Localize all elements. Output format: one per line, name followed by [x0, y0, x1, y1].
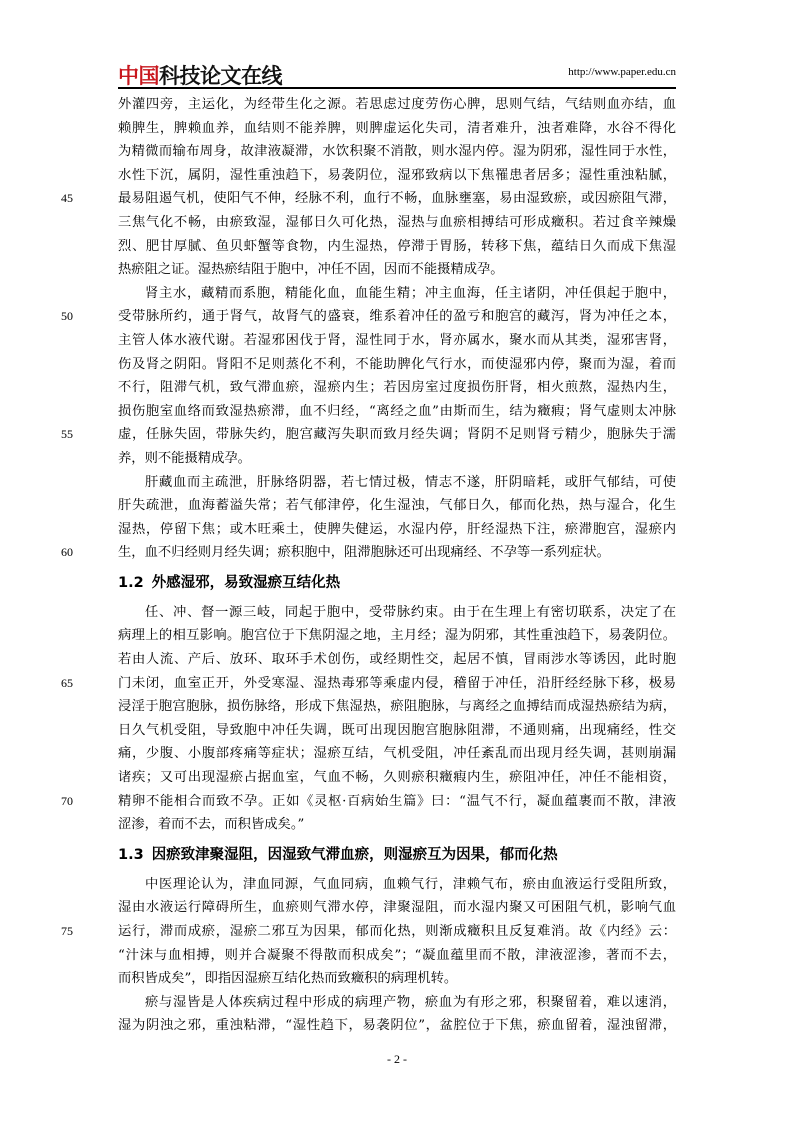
- line-text: 不行，阻滞气机，致气滞血瘀，湿瘀内生；若因房室过度损伤肝肾，相火煎熬，湿热内生，: [118, 380, 676, 396]
- text-line: [61, 672, 676, 696]
- text-line: [118, 471, 676, 495]
- text-line: [61, 541, 676, 565]
- text-line: [118, 967, 676, 991]
- line-text: 水性下沉，属阴，湿性重浊趋下，易袭阴位，湿邪致病以下焦罹患者居多；湿性重浊粘腻，: [118, 167, 676, 183]
- line-text: 诸疾；又可出现湿瘀占据血室，气血不畅，久则瘀积癥瘕内生，瘀阻冲任，冲任不能相资，: [118, 770, 676, 786]
- line-number: 75: [61, 924, 73, 938]
- text-line: [118, 1014, 676, 1038]
- text-line: [61, 790, 676, 814]
- text-line: [118, 376, 676, 400]
- text-line: [118, 494, 676, 518]
- line-text: 生，血不归经则月经失调；瘀积胞中，阻滞胞脉还可出现痛经、不孕等一系列症状。: [118, 545, 610, 561]
- text-line: [61, 305, 676, 329]
- text-line: [118, 648, 676, 672]
- line-text: 肝藏血而主疏泄，肝脉络阴器，若七情过极，情志不遂，肝阴暗耗，或肝气郁结，可使: [145, 474, 676, 490]
- text-line: [118, 624, 676, 648]
- header-url[interactable]: http://www.paper.edu.cn: [568, 66, 676, 78]
- line-text: 受带脉所约，通于肾气，故肾气的盛衰，维系着冲任的盈亏和胞宫的藏泻，肾为冲任之本，: [118, 309, 676, 325]
- text-line: [118, 93, 676, 117]
- line-text: 湿为阴浊之邪，重浊粘滞，“湿性趋下，易袭阴位”，盆腔位于下焦，瘀血留着，湿浊留滞，: [118, 1018, 676, 1034]
- section-title: 外感湿邪，易致湿瘀互结化热: [151, 574, 341, 591]
- line-text: 日久气机受阻，导致胞中冲任失调，既可出现因胞宫胞脉阻滞，不通则痛，出现痛经，性交: [118, 722, 676, 738]
- text-line: [118, 400, 676, 424]
- text-line: [118, 329, 676, 353]
- section-number: 1.2: [118, 574, 144, 591]
- line-text: 浸淫于胞宫胞脉，损伤脉络，形成下焦湿热，瘀阻胞脉，与离经之血搏结而成湿热瘀结为病，: [118, 699, 676, 715]
- page-header: [118, 58, 676, 86]
- line-text: 运行，滞而成瘀，湿瘀二邪互为因果，郁而化热，则渐成癥积且反复难消。故《内经》云：: [118, 924, 676, 939]
- line-text: “汁沫与血相搏，则并合凝聚不得散而积成矣”；“凝血蕴里而不散，津液涩渗，著而不去，: [118, 947, 676, 963]
- line-number: 70: [61, 793, 73, 808]
- line-number: 50: [61, 309, 73, 324]
- line-text: 最易阻遏气机，使阳气不伸，经脉不利，血行不畅，血脉壅塞，易由湿致瘀，或因瘀阻气滞，: [118, 191, 676, 207]
- line-text: 虚，任脉失固，带脉失约，胞宫藏泻失职而致月经失调；肾阴不足则肾亏精少，胞脉失于濡: [118, 427, 676, 443]
- text-line: [61, 423, 676, 447]
- text-line: [118, 258, 676, 282]
- text-line: [118, 719, 676, 743]
- line-text: 养，则不能摄精成孕。: [118, 450, 251, 466]
- text-line: [118, 211, 676, 235]
- line-text: 主管人体水液代谢。若湿邪困伐于肾，湿性同于水，肾亦属水，聚水而从其类，湿邪害肾，: [118, 332, 676, 348]
- text-line: [118, 813, 676, 837]
- text-line: [118, 235, 676, 259]
- text-line: [118, 695, 676, 719]
- text-line: [118, 164, 676, 188]
- line-text: 涩渗，着而不去，而积皆成矣。”: [118, 817, 305, 833]
- line-text: 精卵不能相合而致不孕。正如《灵枢·百病始生篇》曰：“温气不行，凝血蕴裹而不散，津液: [118, 793, 676, 809]
- line-number: 60: [61, 545, 73, 560]
- line-text: 三焦气化不畅，由瘀致湿，湿郁日久可化热，湿热与血瘀相搏结可形成癥积。若过食辛辣燥: [118, 214, 676, 230]
- line-text: 中医理论认为，津血同源，气血同病，血赖气行，津赖气布，瘀由血液运行受阻所致，: [145, 876, 676, 892]
- text-line: [118, 140, 676, 164]
- paper-body: [61, 93, 676, 1038]
- text-line: [118, 873, 676, 897]
- section-number: 1.3: [118, 846, 144, 863]
- line-text: 湿热，停留下焦；或木旺乘土，使脾失健运，水湿内停，肝经湿热下注，瘀滞胞宫，湿瘀内: [118, 521, 676, 537]
- text-line: [118, 601, 676, 625]
- text-line: [118, 766, 676, 790]
- text-line: [118, 447, 676, 471]
- journal-logo: [118, 60, 282, 90]
- line-text: 病理上的相互影响。胞宫位于下焦阴湿之地，主月经；湿为阴邪，其性重浊趋下，易袭阴位。: [118, 628, 676, 644]
- text-line: [118, 117, 676, 141]
- logo-text-red: 中国: [118, 64, 159, 88]
- text-line: [118, 353, 676, 377]
- line-text: 门未闭，血室正开，外受寒湿、湿热毒邪等乘虚内侵，稽留于冲任，沿肝经经脉下移，极易: [118, 675, 676, 691]
- line-text: 损伤胞室血络而致湿热瘀滞，血不归经，“离经之血”由斯而生，结为癥瘕；肾气虚则太冲脉: [118, 403, 676, 419]
- logo-text-dark: 科技论文在线: [159, 64, 282, 88]
- text-line: [118, 282, 676, 306]
- line-number: 55: [61, 427, 73, 442]
- text-line: [118, 518, 676, 542]
- line-text: 任、冲、督一源三岐，同起于胞中，受带脉约束。由于在生理上有密切联系，决定了在: [145, 604, 676, 620]
- text-line: [61, 187, 676, 211]
- line-text: 伤及肾之阴阳。肾阳不足则蒸化不利，不能助脾化气行水，而使湿邪内停，聚而为湿，着而: [118, 356, 676, 372]
- line-text: 肾主水，藏精而系胞，精能化血，血能生精；冲主血海，任主诸阴，冲任俱起于胞中，: [145, 285, 676, 301]
- text-line: [118, 896, 676, 920]
- line-number: 65: [61, 675, 73, 690]
- line-text: 赖脾生，脾赖血养，血结则不能养脾，则脾虚运化失司，清者难升，浊者难降，水谷不得化: [118, 120, 676, 136]
- header-divider: [118, 87, 676, 89]
- section-title: 因瘀致津聚湿阻，因湿致气滞血瘀，则湿瘀互为因果，郁而化热: [151, 846, 558, 863]
- text-line: [118, 742, 676, 766]
- section-heading: [118, 565, 676, 601]
- text-line: [118, 944, 676, 968]
- text-line: [118, 991, 676, 1015]
- line-text: 为精微而输布周身，故津液凝滞，水饮积聚不消散，则水湿内停。湿为阴邪，湿性同于水性，: [118, 144, 676, 160]
- line-text: 热瘀阻之证。湿热瘀结阻于胞中，冲任不固，因而不能摄精成孕。: [118, 262, 504, 278]
- line-text: 而积皆成矣”，即指因湿瘀互结化热而致癥积的病理机转。: [118, 971, 458, 987]
- line-text: 瘀与湿皆是人体疾病过程中形成的病理产物，瘀血为有形之邪，积聚留着，难以速消，: [145, 994, 676, 1010]
- text-line: [61, 920, 676, 944]
- line-number: 45: [61, 191, 73, 206]
- line-text: 外灌四旁，主运化，为经带生化之源。若思虑过度劳伤心脾，思则气结，气结则血亦结，血: [118, 97, 676, 112]
- line-text: 若由人流、产后、放环、取环手术创伤，或经期性交，起居不慎，冒雨涉水等诱因，此时胞: [118, 652, 676, 668]
- line-text: 湿由水液运行障碍所生，血瘀则气滞水停，津聚湿阻，而水湿内聚又可困阻气机，影响气血: [118, 900, 676, 916]
- line-text: 痛，少腹、小腹部疼痛等症状；湿瘀互结，气机受阻，冲任紊乱而出现月经失调，甚则崩漏: [118, 746, 676, 762]
- section-heading: [118, 837, 676, 873]
- line-text: 肝失疏泄，血海蓄溢失常；若气郁津停，化生湿浊，气郁日久，郁而化热，热与湿合，化生: [118, 498, 676, 514]
- line-text: 烈、肥甘厚腻、鱼贝虾蟹等食物，内生湿热，停滞于胃肠，转移下焦，蕴结日久而成下焦湿: [118, 238, 676, 254]
- page-number: - 2 -: [387, 1052, 407, 1066]
